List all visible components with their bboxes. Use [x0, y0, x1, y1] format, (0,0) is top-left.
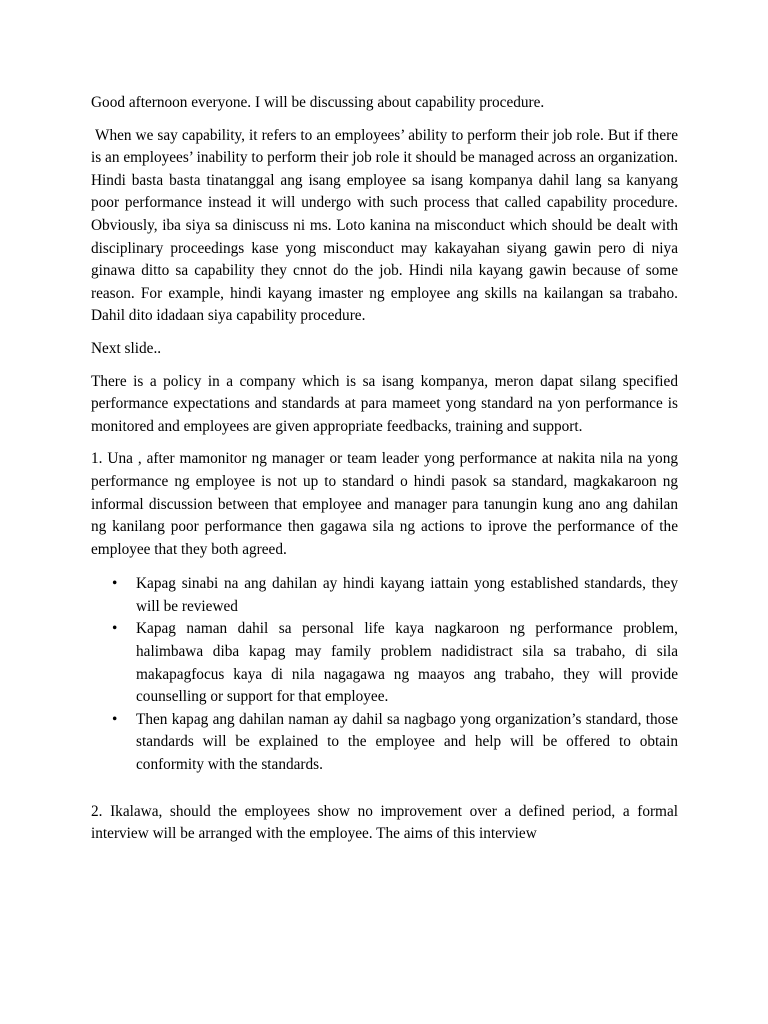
list-item: [91, 573, 678, 618]
next-slide-note: Next slide..: [91, 339, 162, 357]
bullet-icon: •: [112, 575, 118, 593]
intro-paragraph: Good afternoon everyone. I will be discussing about capability procedure.: [91, 94, 545, 111]
bullet-text: Kapag naman dahil sa personal life kaya nagkaroon ng performance problem, halimbawa diba kapag may family problem nadidistract sila sa trabaho, di sila makapagfocus kaya di nila nagagawa ng maayos ang trabaho, they will provide counselling or support for that employee.: [136, 620, 678, 706]
step-two-paragraph: 2. Ikalawa, should the employees show no improvement over a defined period, a formal interview will be arranged with the employee. The aims of this interview: [91, 802, 678, 843]
bullet-list: [91, 573, 678, 776]
bullet-icon: •: [112, 710, 118, 728]
list-item: [91, 709, 678, 777]
bullet-text: Then kapag ang dahilan naman ay dahil sa nagbago yong organization’s standard, those standards will be explained to the employee and help will be offered to obtain conformity with the standards.: [136, 710, 678, 774]
bullet-text: Kapag sinabi na ang dahilan ay hindi kayang iattain yong established standards, they will be reviewed: [136, 575, 678, 615]
definition-paragraph: When we say capability, it refers to an employees’ ability to perform their job role. But if there is an employees’ inability to perform their job role it should be managed across an organization. Hindi basta basta tinatanggal ang isang employee sa isang kompanya dahil lang sa kanyang poor performance instead it will undergo with such process that called capability procedure. Obviously, iba siya sa diniscuss ni ms. Loto kanina na misconduct which should be dealt with disciplinary proceedings kase yong misconduct may kakayahan siyang gawin pero di niya ginawa ditto sa capability they cnnot do the job. Hindi nila kayang gawin because of some reason. For example, hindi kayang imaster ng employee ang skills na kailangan sa trabaho. Dahil dito idadaan siya capability procedure.: [91, 126, 678, 325]
policy-paragraph: There is a policy in a company which is sa isang kompanya, meron dapat silang specified performance expectations and standards at para mameet yong standard na yon performance is monitored and employees are given appropriate feedbacks, training and support.: [91, 372, 678, 435]
document-body: [91, 92, 678, 856]
step-one-paragraph: 1. Una , after mamonitor ng manager or team leader yong performance at nakita nila na yong performance ng employee is not up to standard o hindi pasok sa standard, magkakaroon ng informal discussion between that employee and manager para tanungin kung ano ang dahilan ng kanilang poor performance then gagawa sila ng actions to iprove the performance of the employee that they both agreed.: [91, 450, 678, 558]
list-item: [91, 618, 678, 708]
paragraph-gap: [91, 777, 678, 801]
bullet-icon: •: [112, 620, 118, 638]
